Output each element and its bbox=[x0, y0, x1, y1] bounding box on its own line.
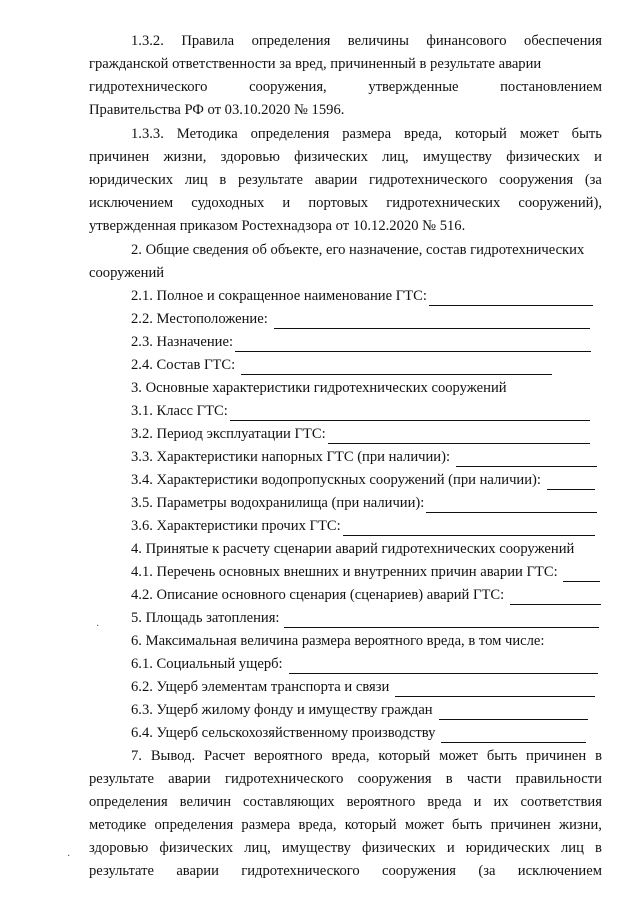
section7-line3 bbox=[89, 792, 602, 812]
word: Правила bbox=[181, 33, 235, 49]
word: вреда, bbox=[298, 817, 337, 833]
field-6-4-label: 6.4. Ущерб сельскохозяйственному производству bbox=[131, 725, 436, 741]
word: величин bbox=[179, 794, 232, 810]
word: гидротехнического bbox=[89, 79, 208, 95]
p133-line5: утвержденная приказом Ростехнадзора от 10.12.2020 № 516. bbox=[89, 218, 466, 234]
word: Расчет bbox=[203, 748, 245, 764]
word: может bbox=[519, 126, 559, 142]
word: сооружения, bbox=[249, 79, 327, 95]
word: обеспечения bbox=[524, 33, 602, 49]
field-3-3-blank[interactable] bbox=[456, 451, 597, 467]
word: в bbox=[595, 840, 602, 856]
field-5-flood-area bbox=[131, 608, 599, 628]
word: быть bbox=[486, 748, 518, 764]
word: сооружений), bbox=[518, 195, 602, 211]
field-2-2-label: 2.2. Местоположение: bbox=[131, 311, 268, 327]
word: вероятного bbox=[253, 748, 323, 764]
field-2-3-purpose bbox=[131, 332, 591, 352]
section2-heading-line2: сооружений bbox=[89, 265, 165, 281]
word: быть bbox=[452, 817, 483, 833]
field-5-label: 5. Площадь затопления: bbox=[131, 610, 280, 626]
section2-heading-line1: 2. Общие сведения об объекте, его назначение, состав гидротехнических bbox=[131, 242, 585, 258]
field-6-1-label: 6.1. Социальный ущерб: bbox=[131, 656, 283, 672]
word: физических bbox=[294, 149, 368, 165]
word: 7. bbox=[131, 748, 142, 764]
word: финансового bbox=[426, 33, 507, 49]
word: вреда, bbox=[331, 748, 370, 764]
field-4-2-scenario bbox=[131, 585, 601, 605]
word: жизни, bbox=[163, 149, 207, 165]
word: физических bbox=[506, 149, 580, 165]
field-2-3-blank[interactable] bbox=[235, 336, 591, 352]
section6-heading: 6. Максимальная величина размера вероятного вреда, в том числе: bbox=[131, 633, 545, 649]
word: имуществу bbox=[422, 149, 492, 165]
p133-line2 bbox=[89, 147, 602, 167]
word: здоровью bbox=[220, 149, 280, 165]
word: аварии bbox=[176, 863, 219, 879]
word: утвержденные bbox=[368, 79, 459, 95]
field-3-3-pressure bbox=[131, 447, 597, 467]
word: судоходных bbox=[191, 195, 265, 211]
field-2-1-label: 2.1. Полное и сокращенное наименование ГТС: bbox=[131, 288, 427, 304]
p132-line2: гражданской ответственности за вред, причиненный в результате аварии bbox=[89, 56, 542, 72]
word: лиц bbox=[561, 840, 584, 856]
field-2-2-location bbox=[131, 309, 590, 329]
word: Методика bbox=[176, 126, 238, 142]
word: результате bbox=[89, 771, 154, 787]
field-2-4-blank[interactable] bbox=[241, 359, 552, 375]
word: определения bbox=[89, 794, 168, 810]
field-3-6-other bbox=[131, 516, 595, 536]
field-4-1-blank[interactable] bbox=[563, 566, 600, 582]
word: исключением bbox=[517, 863, 602, 879]
field-2-1-blank[interactable] bbox=[429, 290, 593, 306]
field-2-4-composition bbox=[131, 355, 552, 375]
field-6-2-transport bbox=[131, 677, 595, 697]
word: юридических bbox=[89, 172, 174, 188]
word: величины bbox=[347, 33, 409, 49]
scan-speck: · bbox=[96, 621, 100, 632]
field-3-2-blank[interactable] bbox=[328, 428, 590, 444]
field-2-4-label: 2.4. Состав ГТС: bbox=[131, 357, 236, 373]
word: постановлением bbox=[500, 79, 602, 95]
word: аварии bbox=[314, 172, 358, 188]
word: и bbox=[594, 149, 602, 165]
word: причинен bbox=[526, 748, 587, 764]
word: физических bbox=[362, 840, 436, 856]
field-3-2-label: 3.2. Период эксплуатации ГТС: bbox=[131, 426, 326, 442]
field-6-2-blank[interactable] bbox=[395, 681, 595, 697]
field-6-3-housing bbox=[131, 700, 588, 720]
section7-line6 bbox=[89, 861, 602, 881]
word: (за bbox=[584, 172, 602, 188]
field-6-3-label: 6.3. Ущерб жилому фонду и имуществу граждан bbox=[131, 702, 433, 718]
word: 1.3.3. bbox=[131, 126, 164, 142]
p132-line3 bbox=[89, 77, 602, 97]
field-5-blank[interactable] bbox=[284, 612, 599, 628]
word: результате bbox=[89, 863, 154, 879]
word: лиц bbox=[184, 172, 208, 188]
field-3-2-period bbox=[131, 424, 590, 444]
word: сооружения bbox=[382, 863, 456, 879]
word: Вывод. bbox=[150, 748, 196, 764]
word: причинен bbox=[490, 817, 551, 833]
field-4-2-blank[interactable] bbox=[510, 589, 601, 605]
word: соответствия bbox=[520, 794, 602, 810]
word: определения bbox=[251, 33, 331, 49]
word: методике bbox=[89, 817, 147, 833]
word: и bbox=[473, 794, 482, 810]
word: физических bbox=[159, 840, 234, 856]
section7-line2 bbox=[89, 769, 602, 789]
word: быть bbox=[571, 126, 602, 142]
section4-heading: 4. Принятые к расчету сценарии аварий гидротехнических сооружений bbox=[131, 541, 575, 557]
field-6-1-blank[interactable] bbox=[289, 658, 598, 674]
word: 1.3.2. bbox=[131, 33, 164, 49]
p133-line3 bbox=[89, 170, 602, 190]
word: сооружения bbox=[499, 172, 574, 188]
field-3-4-blank[interactable] bbox=[547, 474, 595, 490]
word: размера bbox=[342, 126, 392, 142]
field-2-3-label: 2.3. Назначение: bbox=[131, 334, 233, 350]
word: вреда, bbox=[404, 126, 443, 142]
field-3-6-blank[interactable] bbox=[343, 520, 595, 536]
word: аварии bbox=[168, 771, 211, 787]
word: и bbox=[446, 840, 455, 856]
word: портовых bbox=[308, 195, 369, 211]
field-6-3-blank[interactable] bbox=[439, 704, 588, 720]
word: и bbox=[282, 195, 291, 211]
word: имуществу bbox=[281, 840, 351, 856]
field-2-1-full-name bbox=[131, 286, 593, 306]
p133-line4 bbox=[89, 193, 602, 213]
field-3-5-label: 3.5. Параметры водохранилища (при наличии): bbox=[131, 495, 425, 511]
word: исключением bbox=[89, 195, 174, 211]
field-3-6-label: 3.6. Характеристики прочих ГТС: bbox=[131, 518, 341, 534]
field-6-4-blank[interactable] bbox=[441, 727, 586, 743]
word: составляющих bbox=[243, 794, 335, 810]
word: их bbox=[493, 794, 509, 810]
word: определения bbox=[154, 817, 234, 833]
word: жизни, bbox=[558, 817, 602, 833]
field-6-4-agriculture bbox=[131, 723, 586, 743]
word: вероятного bbox=[346, 794, 416, 810]
field-6-2-label: 6.2. Ущерб элементам транспорта и связи bbox=[131, 679, 390, 695]
word: результате bbox=[238, 172, 303, 188]
field-4-1-causes bbox=[131, 562, 600, 582]
word: гидротехнического bbox=[241, 863, 360, 879]
field-3-5-blank[interactable] bbox=[426, 497, 597, 513]
field-4-1-label: 4.1. Перечень основных внешних и внутренних причин аварии ГТС: bbox=[131, 564, 558, 580]
field-6-1-social bbox=[131, 654, 598, 674]
word: который bbox=[378, 748, 431, 764]
word: может bbox=[404, 817, 444, 833]
field-3-4-culverts bbox=[131, 470, 595, 490]
field-3-4-label: 3.4. Характеристики водопропускных сооружений (при наличии): bbox=[131, 472, 541, 488]
word: в bbox=[595, 748, 602, 764]
word: может bbox=[439, 748, 478, 764]
field-3-5-reservoir bbox=[131, 493, 597, 513]
section7-line1 bbox=[131, 746, 602, 766]
word: лиц, bbox=[382, 149, 409, 165]
field-3-3-label: 3.3. Характеристики напорных ГТС (при наличии): bbox=[131, 449, 451, 465]
word: в bbox=[219, 172, 227, 188]
p132-line4: Правительства РФ от 03.10.2020 № 1596. bbox=[89, 102, 345, 118]
word: сооружения bbox=[357, 771, 432, 787]
word: лиц, bbox=[244, 840, 271, 856]
word: здоровью bbox=[89, 840, 149, 856]
word: части bbox=[466, 771, 502, 787]
word: гидротехнического bbox=[368, 172, 488, 188]
word: причинен bbox=[89, 149, 150, 165]
field-2-2-blank[interactable] bbox=[274, 313, 590, 329]
word: размера bbox=[241, 817, 291, 833]
word: вреда bbox=[427, 794, 462, 810]
p133-line1 bbox=[131, 124, 602, 144]
field-3-1-blank[interactable] bbox=[230, 405, 590, 421]
field-4-2-label: 4.2. Описание основного сценария (сценариев) аварий ГТС: bbox=[131, 587, 505, 603]
word: гидротехнического bbox=[224, 771, 344, 787]
section3-heading: 3. Основные характеристики гидротехнических сооружений bbox=[131, 380, 507, 396]
word: (за bbox=[478, 863, 496, 879]
word: который bbox=[454, 126, 507, 142]
word: который bbox=[344, 817, 397, 833]
word: юридических bbox=[465, 840, 550, 856]
p132-line1 bbox=[131, 31, 602, 51]
section7-line5 bbox=[89, 838, 602, 858]
section7-line4 bbox=[89, 815, 602, 835]
word: определения bbox=[250, 126, 330, 142]
word: гидротехнических bbox=[386, 195, 501, 211]
word: в bbox=[445, 771, 453, 787]
scan-speck: · bbox=[67, 851, 71, 862]
field-3-1-label: 3.1. Класс ГТС: bbox=[131, 403, 228, 419]
field-3-1-class bbox=[131, 401, 590, 421]
word: правильности bbox=[515, 771, 602, 787]
